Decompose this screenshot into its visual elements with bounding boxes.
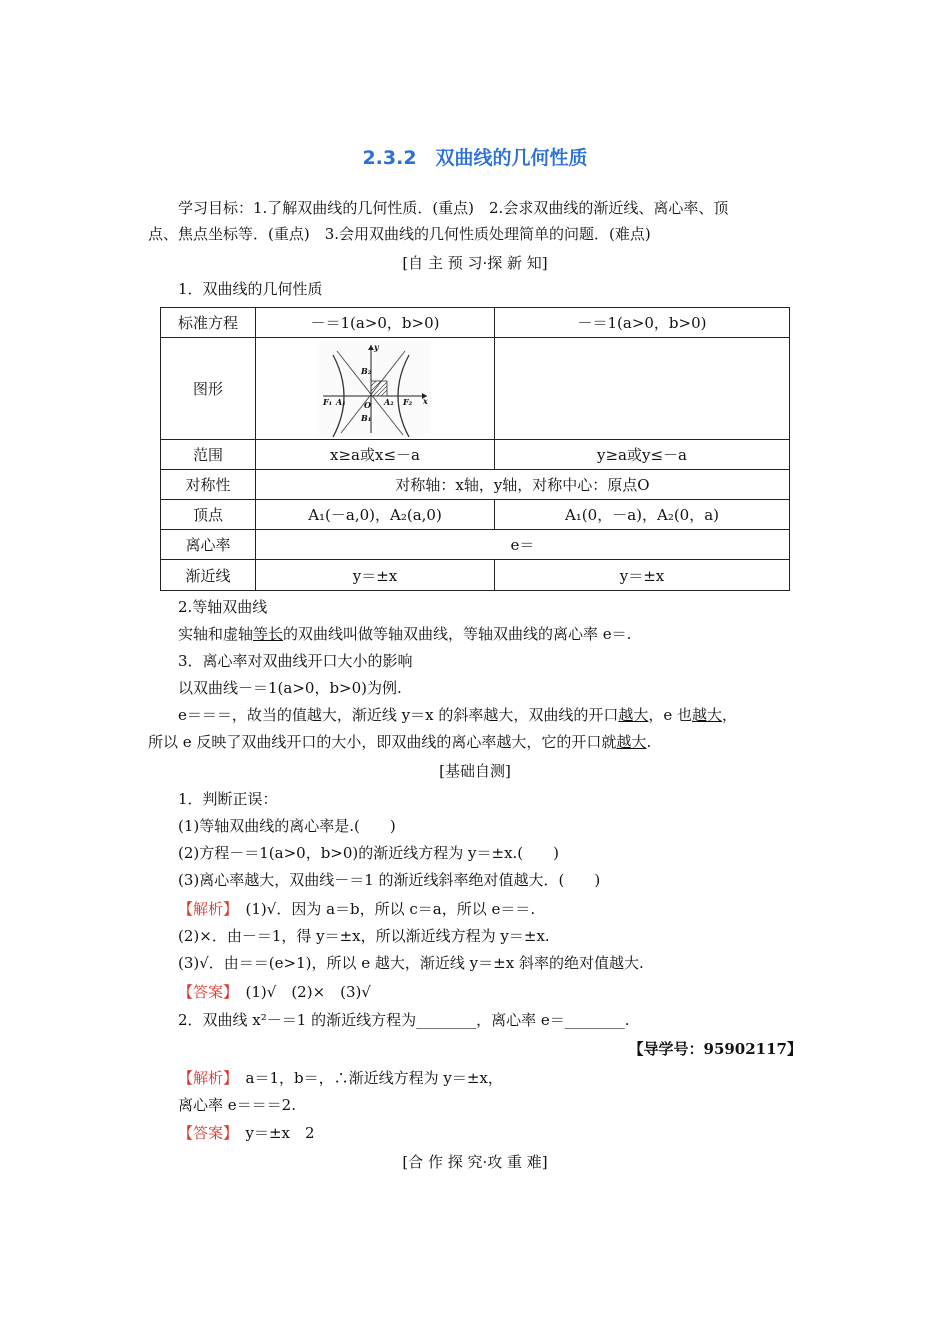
cell-range-y: y≥a或y≤－a: [495, 440, 790, 470]
table-row: [161, 308, 790, 338]
text-fragment: ，e 也: [648, 706, 693, 724]
x-axis-label: x: [423, 395, 428, 406]
eccentricity-paragraph-line-1: [178, 704, 737, 726]
section-heading-explore: [合 作 探 究·攻 重 难]: [402, 1153, 548, 1171]
section-heading-self-test: [基础自测]: [439, 762, 511, 780]
answer-text: y＝±x 2: [230, 1124, 315, 1142]
y-axis-label: y: [374, 341, 379, 352]
question-1-analysis-1: [178, 898, 535, 920]
hyperbola-graph: [319, 341, 431, 437]
row-head: 范围: [161, 440, 256, 470]
learning-goals-line-2: 点、焦点坐标等．(重点) 3.会用双曲线的几何性质处理简单的问题．(难点): [148, 225, 651, 243]
b2-label: B₂: [361, 365, 372, 376]
equilateral-text: [178, 623, 631, 645]
table-row: [161, 470, 790, 500]
subheading-equilateral: 2.等轴双曲线: [178, 598, 268, 616]
question-1-statement-1: (1)等轴双曲线的离心率是.( ): [178, 817, 396, 835]
question-1-statement-3: (3)离心率越大，双曲线－＝1 的渐近线斜率绝对值越大．( ): [178, 871, 601, 889]
cell-graph-x: [256, 338, 495, 440]
cell-eccentricity: e＝: [256, 530, 790, 560]
answer-text: (1)√ (2)× (3)√: [230, 983, 371, 1001]
analysis-label: 【解析】: [178, 1069, 231, 1087]
cell-range-x: x≥a或x≤－a: [256, 440, 495, 470]
question-1-answer: [178, 981, 371, 1003]
row-head: 渐近线: [161, 560, 256, 591]
analysis-text: (1)√．因为 a＝b，所以 c＝a，所以 e＝＝.: [230, 900, 536, 918]
subheading-eccentricity-effect: 3．离心率对双曲线开口大小的影响: [178, 652, 413, 670]
question-2-answer: [178, 1122, 315, 1144]
row-head: 离心率: [161, 530, 256, 560]
underlined-fill: 等长: [253, 625, 284, 643]
origin-label: O: [364, 399, 371, 410]
cell-asymptote-x: y＝±x: [256, 560, 495, 591]
example-line: 以双曲线－＝1(a>0，b>0)为例.: [178, 679, 402, 697]
cell-vertex-x: A₁(－a,0)，A₂(a,0): [256, 500, 495, 530]
text-fragment: e＝＝＝，故当的值越大，渐近线 y＝x 的斜率越大，双曲线的开口: [178, 706, 619, 724]
text-fragment: ，: [722, 706, 738, 724]
cell-asymptote-y: y＝±x: [495, 560, 790, 591]
f1-label: F₁: [323, 396, 333, 407]
page-title: 2.3.2 双曲线的几何性质: [362, 147, 588, 169]
learning-goals-line-1: 学习目标：1.了解双曲线的几何性质．(重点) 2.会求双曲线的渐近线、离心率、顶: [178, 199, 729, 217]
cell-y-axis: －＝1(a>0，b>0): [495, 308, 790, 338]
table-row: [161, 530, 790, 560]
subheading-properties: 1．双曲线的几何性质: [178, 280, 323, 298]
text-fragment: 的双曲线叫做等轴双曲线，等轴双曲线的离心率 e＝.: [283, 625, 632, 643]
question-2-analysis-1: [178, 1067, 503, 1089]
question-1-analysis-3: (3)√．由＝＝(e>1)，所以 e 越大，渐近线 y＝±x 斜率的绝对值越大.: [178, 954, 644, 972]
a2-label: A₂: [384, 396, 394, 407]
text-fragment: .: [646, 733, 652, 751]
table-row: [161, 500, 790, 530]
underlined-fill: 越大: [692, 706, 723, 724]
properties-table: [160, 307, 790, 591]
analysis-text: a＝1，b＝，∴渐近线方程为 y＝±x，: [230, 1069, 503, 1087]
question-2-analysis-2: 离心率 e＝＝＝2.: [178, 1096, 296, 1114]
answer-label: 【答案】: [178, 983, 231, 1001]
section-heading-preview: [自 主 预 习·探 新 知]: [402, 254, 548, 272]
underlined-fill: 越大: [616, 733, 647, 751]
b1-label: B₁: [361, 412, 372, 423]
question-1-analysis-2: (2)×．由－＝1，得 y＝±x，所以渐近线方程为 y＝±x.: [178, 927, 550, 945]
table-row: [161, 560, 790, 591]
row-head: 顶点: [161, 500, 256, 530]
underlined-fill: 越大: [618, 706, 649, 724]
question-1-statement-2: (2)方程－＝1(a>0，b>0)的渐近线方程为 y＝±x.( ): [178, 844, 560, 862]
row-head: 对称性: [161, 470, 256, 500]
guide-number: 【导学号：95902117】: [628, 1040, 802, 1058]
cell-graph-y: [495, 338, 790, 440]
row-head: 标准方程: [161, 308, 256, 338]
text-fragment: 所以 e 反映了双曲线开口的大小，即双曲线的离心率越大，它的开口就: [148, 733, 617, 751]
analysis-label: 【解析】: [178, 900, 231, 918]
cell-vertex-y: A₁(0，－a)，A₂(0，a): [495, 500, 790, 530]
table-row: [161, 440, 790, 470]
cell-symmetry: 对称轴：x轴，y轴，对称中心：原点O: [256, 470, 790, 500]
cell-x-axis: －＝1(a>0，b>0): [256, 308, 495, 338]
answer-label: 【答案】: [178, 1124, 231, 1142]
a1-label: A₁: [336, 396, 346, 407]
text-fragment: 实轴和虚轴: [178, 625, 254, 643]
f2-label: F₂: [403, 396, 413, 407]
row-head: 图形: [161, 338, 256, 440]
eccentricity-paragraph-line-2: [148, 731, 651, 753]
question-1-title: 1．判断正误：: [178, 790, 278, 808]
table-row: [161, 338, 790, 440]
question-2-title: 2．双曲线 x²－＝1 的渐近线方程为________，离心率 e＝________.: [178, 1011, 630, 1029]
